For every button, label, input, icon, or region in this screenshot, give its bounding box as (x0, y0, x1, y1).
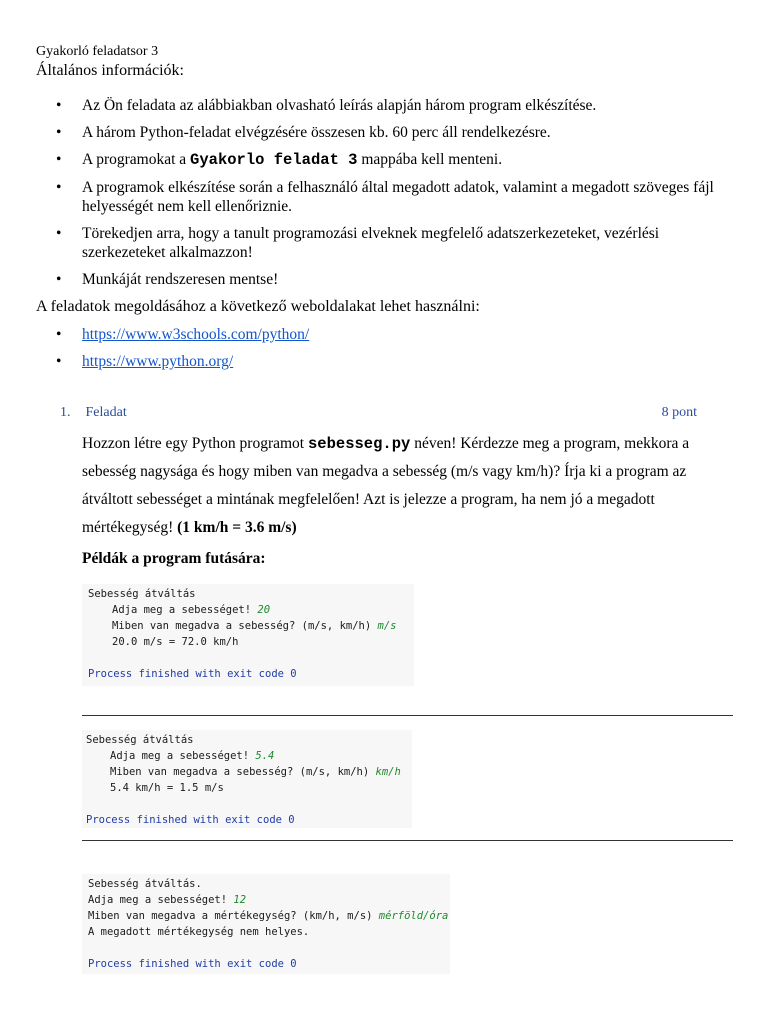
task-title: Feladat (85, 405, 127, 420)
info-text: A programokat a (82, 151, 191, 168)
program-filename: sebesseg.py (307, 435, 411, 453)
task-text: néven! Kérdezze meg a program, mekkora a sebesség nagysága és hogy miben van megadva a sebesség (m/s vagy km/h)? Írja ki a program az átváltott sebességet a mintának megfelelően! Azt is jelezze a program, ha nem jó a megadott mértékegység! (82, 435, 690, 536)
separator-line (82, 715, 733, 716)
websites-intro: A feladatok megoldásához a következő weboldalakat lehet használni: (36, 298, 480, 315)
conversion-formula: (1 km/h = 3.6 m/s) (177, 519, 297, 536)
user-input: 20 (257, 604, 271, 616)
console-result: 5.4 km/h = 1.5 m/s (110, 782, 224, 794)
website-item (56, 325, 309, 344)
console-line: Adja meg a sebességet! 20 (112, 604, 271, 616)
console-title: Sebesség átváltás. (88, 878, 202, 890)
separator-line (82, 840, 733, 841)
task-description (82, 430, 732, 542)
task-text: Hozzon létre egy Python programot (82, 435, 308, 452)
user-input: m/s (377, 620, 397, 632)
console-title: Sebesség átváltás (88, 588, 196, 600)
task-number: 1. (60, 405, 71, 420)
python-org-link[interactable]: https://www.python.org/ (82, 353, 234, 370)
examples-title: Példák a program futására: (82, 550, 266, 567)
process-exit-line: Process finished with exit code 0 (88, 668, 297, 680)
console-line: Adja meg a sebességet! 12 (88, 894, 247, 906)
section-title: Általános információk: (36, 62, 184, 79)
info-item: • Törekedjen arra, hogy a tanult programozási elveknek megfelelő adatszerkezeteket, vezérlési szerkezeteket alkalmazzon! (56, 224, 726, 262)
info-item: • A három Python-feladat elvégzésére összesen kb. 60 perc áll rendelkezésre. (56, 123, 726, 142)
console-line: Miben van megadva a mértékegység? (km/h, m/s) mérföld/óra (88, 910, 449, 922)
user-input: mérföld/óra (378, 910, 449, 922)
console-line: Adja meg a sebességet! 5.4 (110, 750, 275, 762)
document-title: Gyakorló feladatsor 3 (36, 44, 159, 59)
console-output-1 (82, 584, 414, 686)
info-item: • Munkáját rendszeresen mentse! (56, 270, 726, 289)
info-item (56, 150, 726, 170)
user-input: 5.4 (255, 750, 275, 762)
console-result: 20.0 m/s = 72.0 km/h (112, 636, 239, 648)
console-output-2 (82, 730, 412, 828)
console-output-3 (82, 874, 450, 974)
info-list (56, 96, 726, 297)
info-text: mappába kell menteni. (357, 151, 503, 168)
console-title: Sebesség átváltás (86, 734, 194, 746)
console-line: Miben van megadva a sebesség? (m/s, km/h) km/h (110, 766, 401, 778)
website-list (56, 325, 309, 379)
task-points: 8 pont (661, 405, 697, 420)
process-exit-line: Process finished with exit code 0 (86, 814, 295, 826)
task-heading (60, 405, 700, 421)
console-line: Miben van megadva a sebesség? (m/s, km/h) m/s (112, 620, 397, 632)
user-input: 12 (233, 894, 247, 906)
process-exit-line: Process finished with exit code 0 (88, 958, 297, 970)
user-input: km/h (375, 766, 401, 778)
website-item (56, 352, 309, 371)
info-item: • A programok elkészítése során a felhasználó által megadott adatok, valamint a megadott szöveges fájl helyességét nem kell ellenőriznie. (56, 178, 726, 216)
console-result: A megadott mértékegység nem helyes. (88, 926, 310, 938)
w3schools-link[interactable]: https://www.w3schools.com/python/ (82, 326, 310, 343)
folder-name: Gyakorlo feladat 3 (190, 151, 358, 169)
info-item: • Az Ön feladata az alábbiakban olvasható leírás alapján három program elkészítése. (56, 96, 726, 115)
